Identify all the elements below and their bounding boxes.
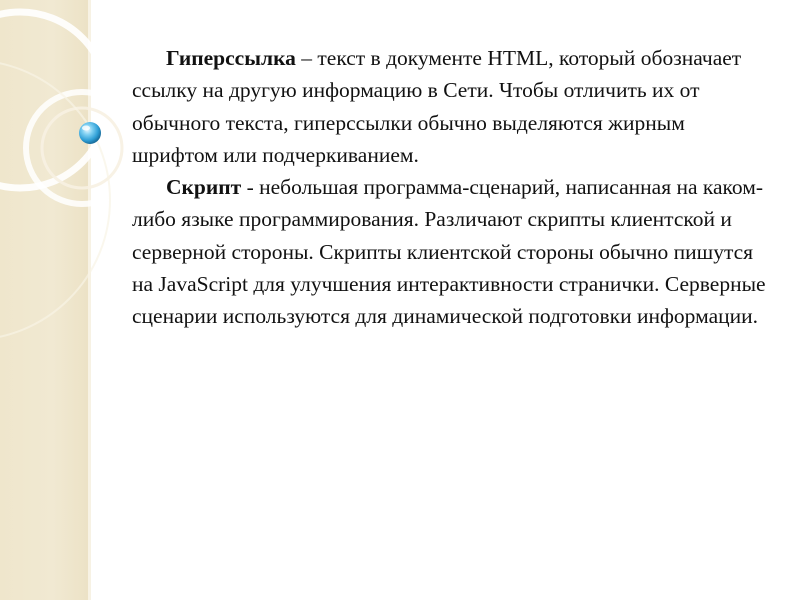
definition-hyperlink: – текст в документе HTML, который обозначает ссылку на другую информацию в Сети. Чтобы отличить их от обычного текста, гиперссылки обычно выделяются жирным шрифтом или подчеркиванием. bbox=[132, 46, 742, 167]
paragraph-hyperlink bbox=[132, 42, 772, 171]
band-edge-highlight bbox=[88, 0, 91, 600]
definition-script: - небольшая программа-сценарий, написанная на каком-либо языке программирования. Различают скрипты клиентской и серверной стороны. Скрипты клиентской стороны обычно пишутся на JavaScript для улучшения интерактивности странички. Серверные сценарии используются для динамической подготовки информации. bbox=[132, 175, 766, 329]
term-hyperlink: Гиперссылка bbox=[166, 46, 296, 70]
term-script: Скрипт bbox=[166, 175, 242, 200]
paragraph-script bbox=[132, 171, 772, 332]
left-decorative-band bbox=[0, 0, 88, 600]
slide-text bbox=[132, 42, 772, 333]
